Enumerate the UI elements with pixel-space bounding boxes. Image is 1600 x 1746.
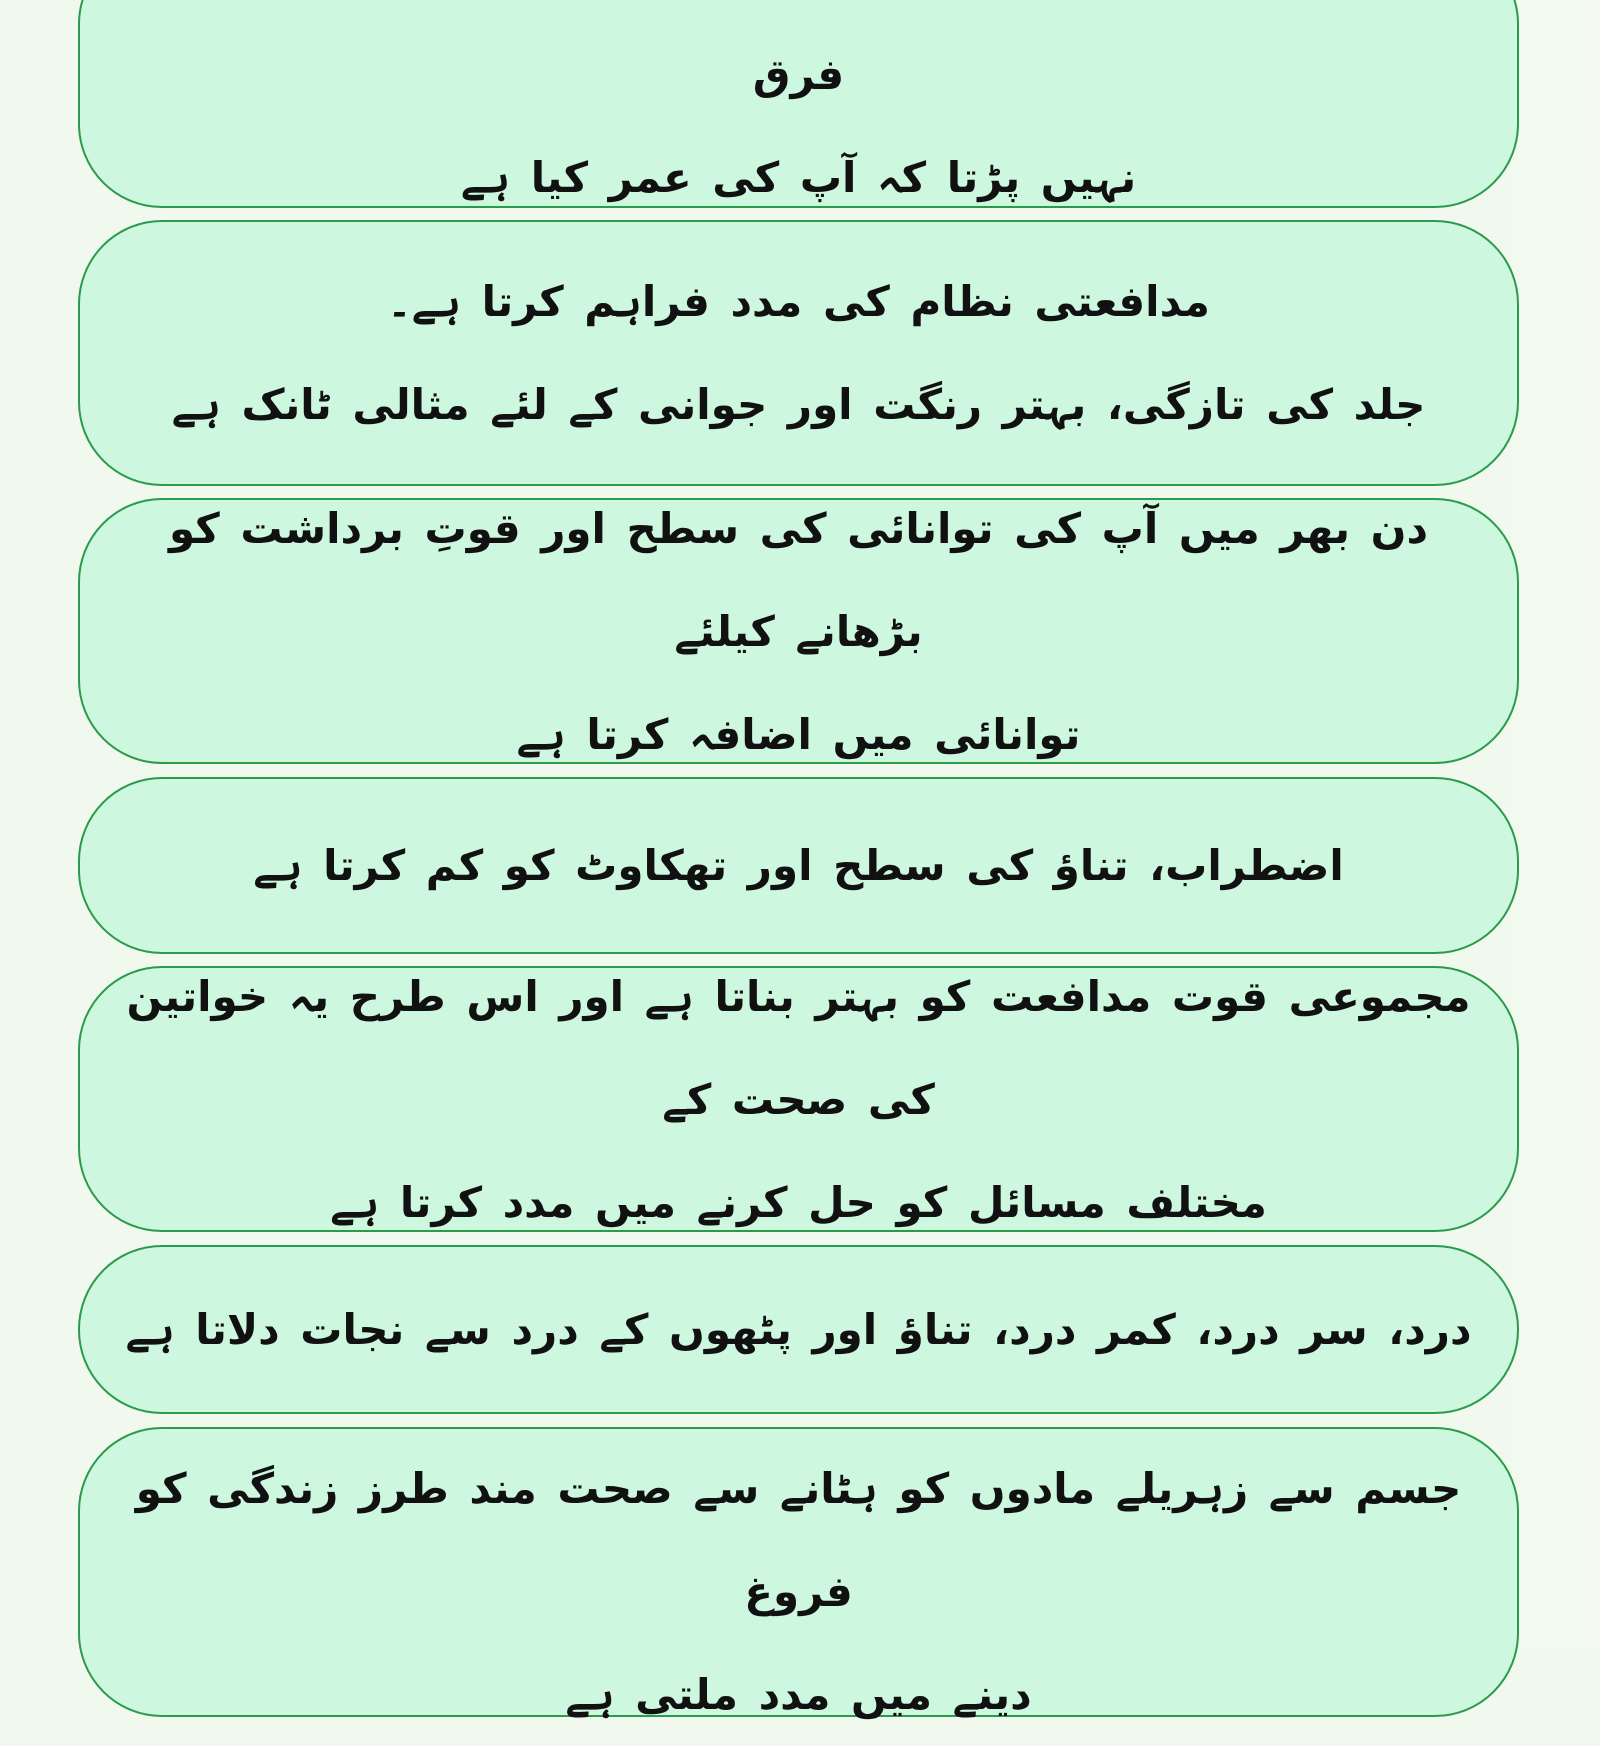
benefit-card-3 — [78, 498, 1519, 764]
benefit-line: اضطراب، تناؤ کی سطح اور تھکاوٹ کو کم کرتا ہے — [253, 841, 1344, 890]
benefit-card-7 — [78, 1427, 1519, 1717]
benefit-line: مدافعتی نظام کی مدد فراہم کرتا ہے۔ — [387, 277, 1210, 326]
benefit-line: درد، سر درد، کمر درد، تناؤ اور پٹھوں کے درد سے نجات دلاتا ہے — [125, 1305, 1472, 1354]
benefit-list — [78, 0, 1523, 1719]
benefit-line: فرق — [752, 49, 845, 99]
benefit-card-1-text — [98, 0, 1499, 229]
benefit-line: جلد کی تازگی، بہتر رنگت اور جوانی کے لئے مثالی ٹانک ہے — [171, 380, 1426, 429]
benefit-line: مختلف مسائل کو حل کرنے میں مدد کرتا ہے — [330, 1177, 1267, 1227]
benefit-line: دن بھر میں آپ کی توانائی کی سطح اور قوتِ برداشت کو بڑھانے کیلئے — [168, 503, 1429, 656]
benefit-card-4 — [78, 777, 1519, 954]
benefit-card-7-text — [98, 1437, 1499, 1746]
benefit-line: جسم سے زہریلے مادوں کو ہٹانے سے صحت مند طرز زندگی کو فروغ — [135, 1464, 1462, 1616]
benefit-card-5 — [78, 966, 1519, 1232]
benefit-line: توانائی میں اضافہ کرتا ہے — [516, 709, 1081, 759]
benefit-line: دینے میں مدد ملتی ہے — [565, 1670, 1032, 1719]
benefit-card-2 — [78, 220, 1519, 486]
benefit-card-6-text — [125, 1278, 1471, 1381]
benefit-line: نہیں پڑتا کہ آپ کی عمر کیا ہے — [460, 152, 1137, 202]
benefit-card-6 — [78, 1245, 1519, 1414]
benefit-card-2-text — [172, 250, 1426, 456]
benefit-card-5-text — [98, 945, 1499, 1254]
benefit-card-1 — [78, 0, 1519, 208]
benefit-line: مجموعی قوت مدافعت کو بہتر بناتا ہے اور اس طرح یہ خواتین کی صحت کے — [126, 971, 1471, 1124]
benefit-card-4-text — [253, 814, 1344, 917]
benefit-card-3-text — [98, 477, 1499, 786]
